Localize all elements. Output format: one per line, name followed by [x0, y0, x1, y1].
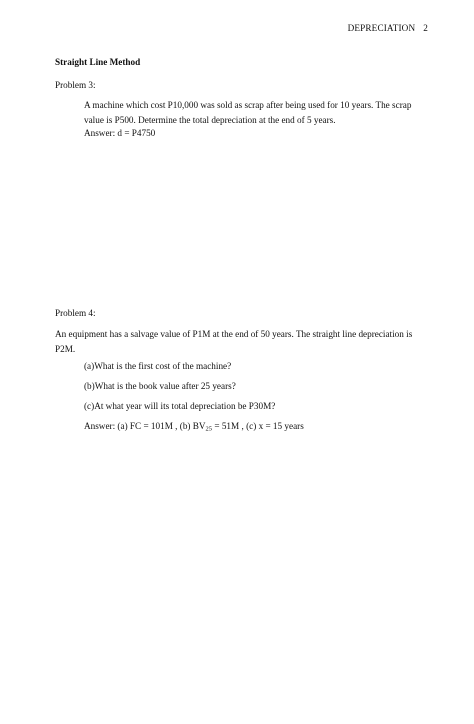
problem-4-text: An equipment has a salvage value of P1M at the end of 50 years. The straight line depreciation is P2M. [55, 329, 413, 354]
running-head [348, 24, 428, 33]
problem-4-question-b: (b)What is the book value after 25 years? [84, 381, 236, 391]
problem-4-question-a: (a)What is the first cost of the machine? [84, 361, 232, 371]
problem-3-label: Problem 3: [55, 80, 96, 90]
answer-subscript: 25 [205, 425, 213, 433]
problem-4-answer [84, 422, 419, 431]
problem-4-question-c: (c)At what year will its total depreciation be P30M? [84, 401, 276, 411]
page-number: 2 [423, 23, 428, 33]
section-heading: Straight Line Method [55, 57, 141, 67]
problem-3-text: A machine which cost P10,000 was sold as scrap after being used for 10 years. The scrap value is P500. Determine the total depreciation at the end of 5 years. [84, 100, 412, 125]
answer-prefix: Answer: (a) FC = 101M , (b) BV [84, 421, 206, 431]
problem-3-answer: Answer: d = P4750 [84, 128, 156, 138]
problem-4-label: Problem 4: [55, 308, 96, 318]
answer-suffix: = 51M , (c) x = 15 years [212, 421, 304, 431]
running-title: DEPRECIATION [347, 23, 416, 33]
